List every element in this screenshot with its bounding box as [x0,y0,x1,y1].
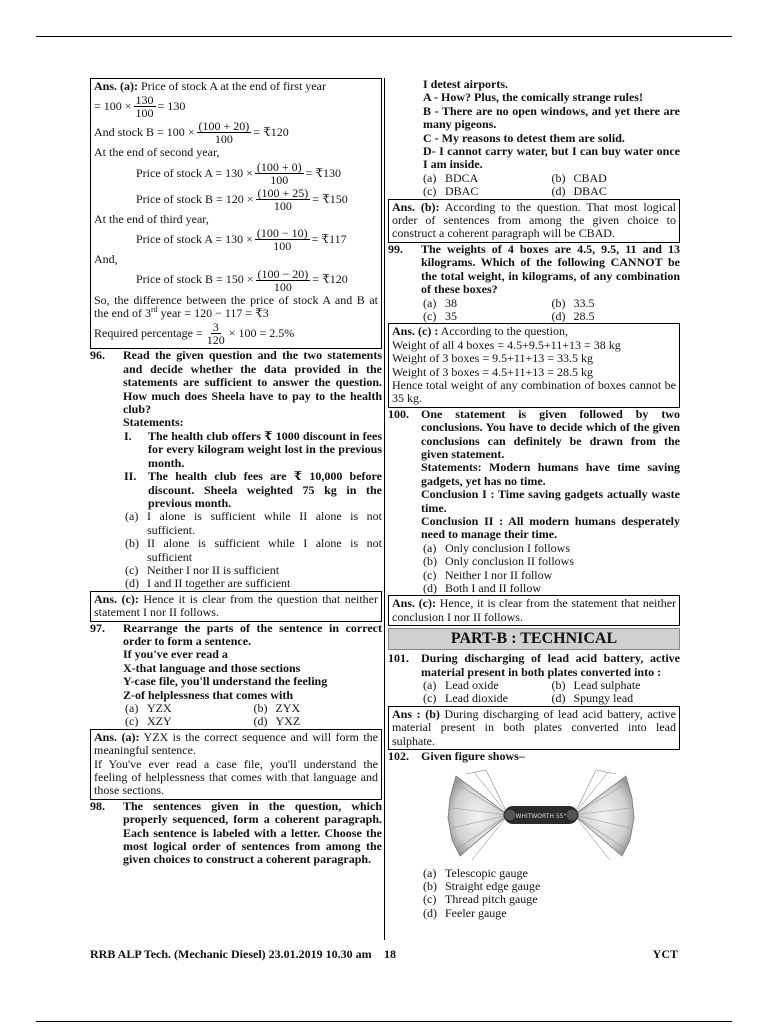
formula-post: = ₹117 [311,232,347,247]
option-letter: (d) [551,691,566,706]
option-text: CBAD [573,170,607,185]
question-100 [388,408,680,462]
answer-101-box [388,706,680,750]
conclusion-1: Conclusion I : Time saving gadgets actually waste time. [421,487,680,515]
statement: Statements: Modern humans have time saving gadgets, yet has no time. [421,460,680,488]
option-letter: (c) [423,892,437,907]
option-b[interactable] [423,555,680,568]
option-letter: (b) [253,701,268,715]
question-97 [90,622,382,649]
option-letter: (a) [423,865,437,880]
formula-1 [94,94,378,119]
sentence-b: B - There are no open windows, and yet there are many pigeons. [423,103,680,132]
option-d[interactable] [552,310,681,323]
answer-text: Weight of all 4 boxes = 4.5+9.5+11+13 = 38 kg [392,337,621,352]
fraction [255,227,310,252]
option-letter: (a) [423,295,437,310]
numerator: (100 − 20) [257,266,309,281]
option-letter: (a) [125,509,139,524]
denominator: 100 [273,279,292,294]
option-text: I alone is sufficient while II alone is not sufficient. [147,509,382,537]
options-96 [90,510,382,590]
formula-pre: Required percentage = [94,326,203,341]
answer-text: If You've ever read a case file, you'll understand the feeling of helplessness that comes with that language and those sections. [94,756,378,798]
sentence-part: X-that language and those sections [123,660,301,675]
formula-7 [94,321,378,346]
formula-pre: And stock B = 100 × [94,125,195,140]
text-part: year = 120 − 117 = ₹3 [157,306,269,321]
option-letter: (a) [423,540,437,555]
option-letter: (c) [423,308,437,323]
option-a[interactable] [423,542,680,555]
answer-text: Hence it is clear from the question that neither statement I nor II follows. [94,591,379,620]
option-text: II alone is sufficient while I alone is not sufficient [147,536,382,564]
answer-line [392,325,676,338]
footer-brand: YCT [652,947,678,961]
text-part: So, the difference between the price of stock A and B at the end of 3 [94,292,378,321]
option-letter: (b) [551,295,566,310]
column-divider [384,78,385,940]
option-letter: (d) [551,308,566,323]
right-leaf-fan [574,770,634,860]
question-number: 96. [90,348,105,363]
question-102 [388,750,680,763]
option-c[interactable] [423,569,680,582]
option-c[interactable] [423,692,552,705]
answer-label: Ans. (a): [94,79,138,93]
denominator: 120 [206,333,225,348]
option-letter: (b) [423,878,437,893]
option-text: Neither I nor II follow [445,567,553,582]
fraction [255,161,304,186]
formula-2 [94,120,378,145]
option-letter: (b) [551,170,566,185]
question-98 [90,800,382,867]
superscript: rd [150,305,158,315]
formula-pre: Price of stock A = 130 × [136,165,253,180]
formula-post: × 100 = 2.5% [228,326,295,341]
option-text: Lead sulphate [573,678,641,693]
question-number: 97. [90,620,105,635]
sentence: I detest airports. [423,77,508,91]
option-letter: (c) [423,184,437,199]
option-text: DBAC [573,184,607,199]
question-101 [388,652,680,679]
question-text: The sentences given in the question, which properly sequenced, form a coherent paragraph. Each sentence is labeled with a letter. Choose the most logical order of sentences from among the given choices to construct a coherent paragraph. [123,798,382,867]
answer-text: According to the question, [440,324,568,339]
answer-text: At the end of third year, [94,211,209,226]
fraction [197,120,252,145]
option-text: I and II together are sufficient [147,576,291,591]
fraction [256,187,311,212]
question-number: 102. [388,749,409,764]
question-text: During discharging of lead acid battery, active material present in both plates converted into : [421,651,680,679]
option-letter: (c) [423,691,437,706]
option-d[interactable] [552,185,681,198]
answer-98-box [388,199,680,243]
answer-99-box [388,323,680,407]
answer-line [94,731,378,758]
option-b[interactable] [254,702,383,715]
option-d[interactable] [125,577,382,590]
formula-3 [94,161,378,186]
statement-1 [90,430,382,470]
option-c[interactable] [423,310,552,323]
option-text: Lead dioxide [445,691,508,706]
option-text: Telescopic gauge [445,865,528,880]
option-a[interactable] [423,297,552,310]
option-letter: (a) [423,170,437,185]
option-text: Only conclusion I follows [445,540,570,555]
option-text: 35 [445,308,457,323]
fraction [205,321,227,346]
sentence-part: If you've ever read a [123,647,228,662]
question-number: 101. [388,651,409,666]
numerator: 130 [135,93,154,108]
option-letter: (d) [423,581,437,596]
option-letter: (c) [125,562,139,577]
options-101 [388,679,680,706]
answer-95-box [90,78,382,349]
option-text: Both I and II follow [445,581,541,596]
top-rule [36,36,732,37]
footer-source: RRB ALP Tech. (Mechanic Diesel) 23.01.2019 10.30 am [90,947,372,961]
option-d[interactable] [423,907,680,920]
question-text: Given figure shows– [421,749,525,764]
question-number: 99. [388,241,403,256]
numerator: (100 − 10) [256,226,308,241]
option-a[interactable] [423,172,552,185]
sentence-d: D- I cannot carry water, but I can buy water once I am inside. [423,144,680,172]
option-letter: (b) [423,554,437,569]
answer-text: And, [94,252,118,267]
answer-100-box [388,595,680,626]
bottom-rule [36,1021,732,1022]
formula-5 [94,227,378,252]
denominator: 100 [273,239,292,254]
option-text: Straight edge gauge [445,878,541,893]
option-text: YZX [147,701,172,715]
options-98 [388,172,680,199]
option-text: Thread pitch gauge [445,892,538,907]
question-text: The weights of 4 boxes are 4.5, 9.5, 11 and 13 kilograms. Which of the following CANNOT be the total weight, in kilograms, of any combination of these boxes? [421,241,680,297]
statement-text: The health club fees are ₹ 10,000 before discount. Sheela weighted 75 kg in the previous month. [148,469,382,510]
question-number: 100. [388,406,409,421]
answer-text: Hence, it is clear from the statement that neither conclusion I nor II follows. [392,596,677,624]
answer-text: During discharging of lead acid battery, active material present in both plates converted into lead sulphate. [392,706,677,748]
option-text: Only conclusion II follows [445,554,574,569]
option-letter: (b) [125,536,139,551]
conclusion-2: Conclusion II : All modern humans desperately need to manage their time. [421,514,680,542]
statement-number: I. [124,428,132,443]
question-number: 98. [90,798,105,813]
numerator: (100 + 25) [257,185,309,200]
option-a[interactable] [423,867,680,880]
answer-label: Ans. (b): [392,199,440,214]
option-a[interactable] [125,702,254,715]
option-text: BDCA [445,170,479,185]
option-c[interactable] [125,564,382,577]
gauge-illustration [446,768,636,863]
section-heading: PART-B : TECHNICAL [388,628,680,650]
fraction [134,94,156,119]
formula-post: = ₹120 [312,272,348,287]
answer-text: Hence total weight of any combination of boxes cannot be 35 kg. [392,377,676,406]
sentence-a: A - How? Plus, the comically strange rules! [423,90,643,105]
option-c[interactable] [423,893,680,906]
answer-label: Ans. (c) : [392,324,439,339]
left-column [90,78,382,867]
answer-label: Ans. (c): [94,591,139,606]
formula-pre: Price of stock B = 120 × [136,191,254,206]
statement-2 [90,470,382,510]
option-letter: (d) [253,714,268,729]
option-text: 33.5 [573,295,595,310]
page-footer [90,948,678,961]
option-letter: (a) [423,678,437,693]
option-text: ZYX [275,701,301,715]
formula-post: = ₹130 [305,165,342,180]
formula-post: = ₹120 [253,125,289,140]
answer-text: Weight of 3 boxes = 9.5+11+13 = 33.5 kg [392,351,593,366]
sentence-c: C - My reasons to detest them are solid. [423,130,625,145]
question-99 [388,243,680,297]
denominator: 100 [270,172,289,187]
question-text: Read the given question and the two statements and decide whether the data provided in the statements are sufficient to answer the question. How much does Sheela have to pay to the health club? [123,348,382,417]
option-text: YXZ [275,714,301,729]
numerator: (100 + 20) [198,119,250,134]
formula-pre: Price of stock B = 150 × [136,272,254,287]
thread-pitch-gauge-image [446,768,636,863]
answer-label: Ans. (c): [392,596,437,611]
answer-96-box [90,591,382,622]
question-96 [90,349,382,416]
denominator: 100 [214,132,233,147]
gauge-marking: WHITWORTH 55° [515,812,567,820]
options-97 [90,702,382,729]
page-number: 18 [384,947,396,961]
denominator: 100 [135,106,154,121]
option-b[interactable] [552,172,681,185]
numerator: 3 [212,320,219,335]
option-a[interactable] [423,679,552,692]
left-leaf-fan [448,770,508,860]
option-letter: (d) [423,905,437,920]
sentence-part: Z-of helplessness that comes with [123,687,293,702]
formula-4 [94,187,378,212]
option-letter: (b) [551,678,566,693]
option-text: Lead oxide [445,678,499,693]
statement-text: The health club offers ₹ 1000 discount in fees for every kilogram weight lost in the previous month. [148,428,382,470]
option-b[interactable] [552,679,681,692]
option-letter: (d) [125,576,139,591]
ans95-line1 [94,80,378,93]
formula-post: = 130 [157,99,186,114]
option-text: XZY [147,714,172,729]
option-b[interactable] [125,537,382,564]
sentence-part: Y-case file, you'll understand the feeling [123,674,328,689]
option-letter: (c) [125,714,139,729]
answer-text [94,294,378,321]
option-b[interactable] [552,297,681,310]
option-d[interactable] [552,692,681,705]
options-100 [388,542,680,596]
option-c[interactable] [125,715,254,728]
option-b[interactable] [423,880,680,893]
answer-text: At the end of second year, [94,145,220,160]
option-text: Feeler gauge [445,905,507,920]
option-text: 28.5 [573,308,595,323]
answer-97-box [90,729,382,800]
answer-text: According to the question. That most logical order of sentences from among the given choice to construct a coherent paragraph will be CBAD. [392,199,677,241]
option-c[interactable] [423,185,552,198]
answer-text: Weight of 3 boxes = 4.5+11+13 = 28.5 kg [392,364,593,379]
options-102 [388,867,680,921]
formula-pre: Price of stock A = 130 × [136,232,253,247]
numerator: (100 + 0) [256,159,302,174]
right-column [388,78,680,920]
formula-pre: = 100 × [94,99,132,114]
formula-6 [94,268,378,293]
statement-number: II. [124,469,137,484]
formula-post: = ₹150 [312,191,348,206]
answer-text: YZX is the correct sequence and will form the meaningful sentence. [94,729,378,758]
options-99 [388,297,680,324]
option-a[interactable] [125,510,382,537]
answer-label: Ans. (a): [94,729,140,744]
answer-label: Ans : (b) [392,706,440,721]
statements-label: Statements: [123,415,184,430]
option-letter: (d) [551,184,566,199]
option-letter: (c) [423,567,437,582]
option-text: Neither I nor II is sufficient [147,562,280,577]
answer-text: Price of stock A at the end of first year [141,79,326,93]
denominator: 100 [273,198,292,213]
option-d[interactable] [423,582,680,595]
fraction [256,268,311,293]
option-text: 38 [445,295,457,310]
option-text: Spungy lead [573,691,634,706]
option-text: DBAC [445,184,479,199]
option-d[interactable] [254,715,383,728]
option-letter: (a) [125,701,139,715]
question-text: One statement is given followed by two conclusions. You have to decide which of the given conclusions can definitely be drawn from the given statement. [421,406,680,461]
question-text: Rearrange the parts of the sentence in correct order to form a sentence. [123,620,382,648]
